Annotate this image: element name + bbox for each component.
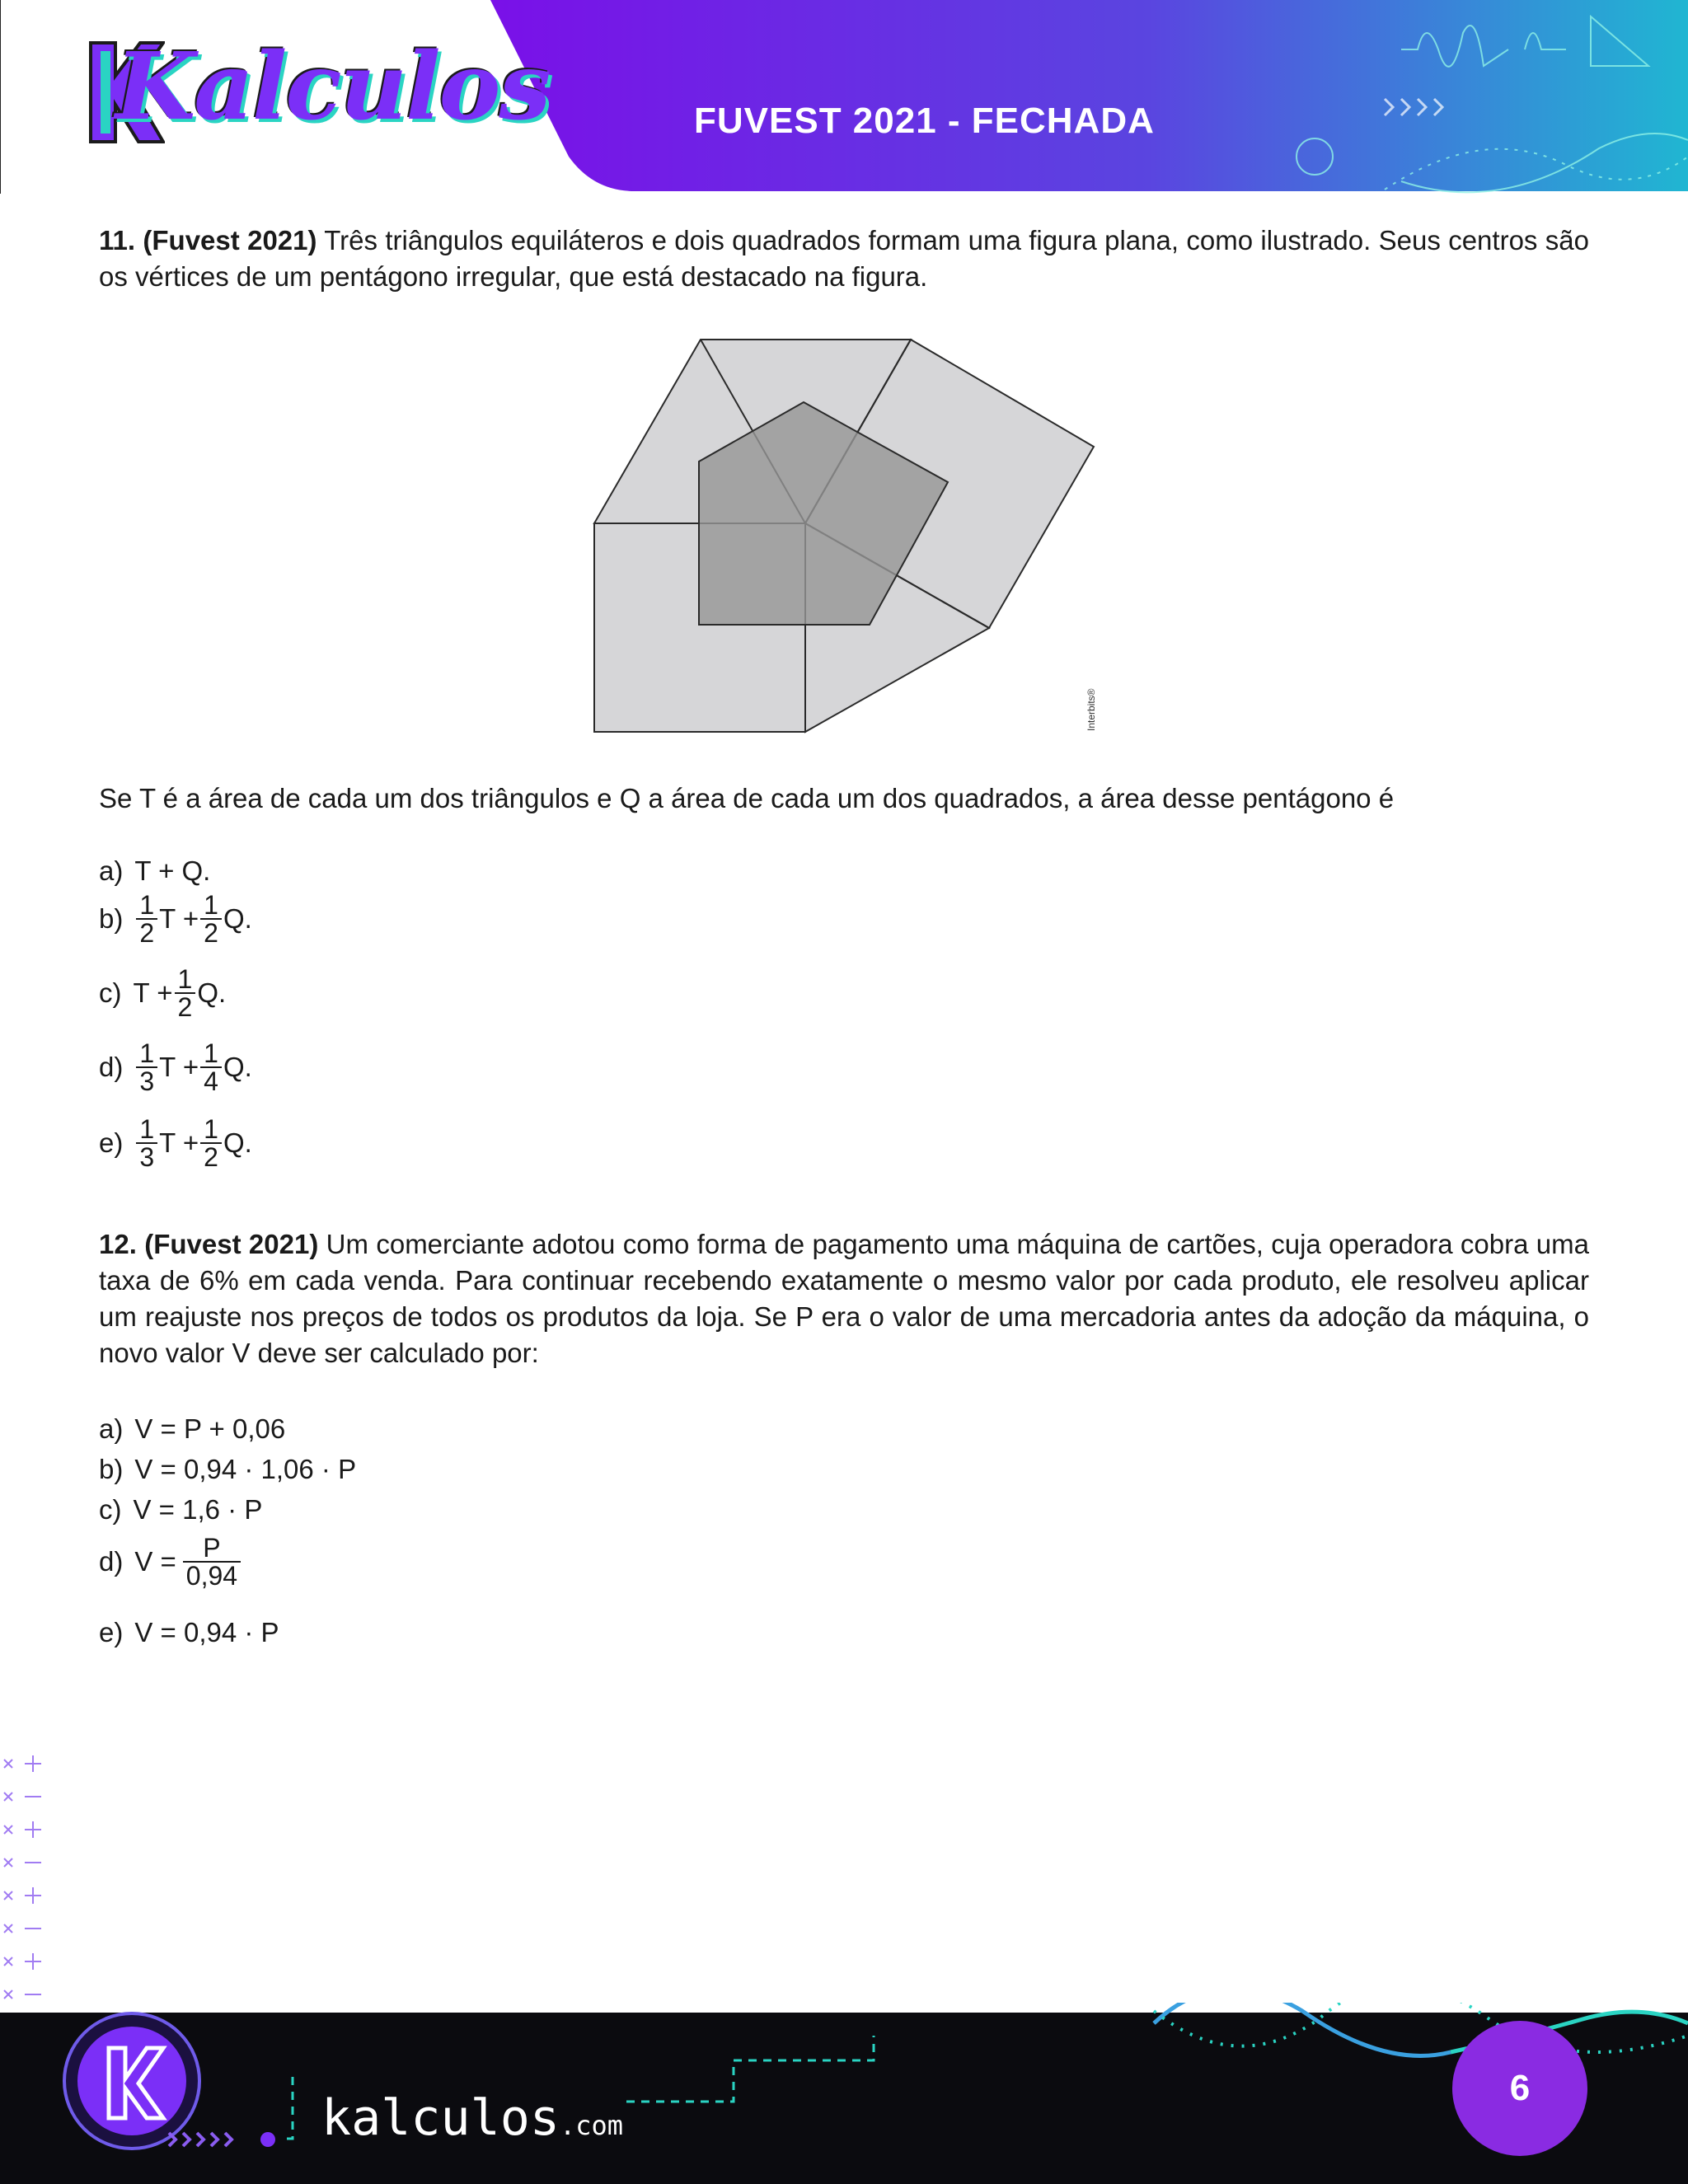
q12-option-b[interactable] xyxy=(99,1454,356,1485)
option-label: a) xyxy=(99,855,124,886)
option-expression: Q. xyxy=(223,1127,252,1158)
question-12-body: deve ser calculado por: xyxy=(250,1338,539,1368)
fraction: $\frac{1}{2}$ xyxy=(175,966,196,1020)
prompt-text: Se xyxy=(99,783,139,813)
option-label: b) xyxy=(99,1454,124,1484)
question-11-text xyxy=(99,223,1589,295)
footer-website[interactable] xyxy=(321,2089,623,2147)
option-label: a) xyxy=(99,1413,124,1444)
option-expression: V = 0,94 · 1,06 · P xyxy=(134,1454,357,1484)
option-label: c) xyxy=(99,977,122,1008)
variable-q: Q xyxy=(619,783,641,813)
q12-option-a[interactable] xyxy=(99,1413,285,1445)
fraction: $\frac{1}{3}$ xyxy=(136,1040,157,1094)
prompt-text: a área de cada um dos quadrados, a área desse pentágono é xyxy=(640,783,1395,813)
option-label: c) xyxy=(99,1494,122,1525)
option-expression: Q. xyxy=(197,977,227,1008)
option-label: e) xyxy=(99,1127,124,1158)
fraction: $\frac{1}{3}$ xyxy=(136,1116,157,1170)
option-expression: V = 1,6 · P xyxy=(133,1494,263,1525)
website-tld: .com xyxy=(559,2110,624,2141)
pentagon-figure xyxy=(577,326,1121,746)
q11-option-c[interactable] xyxy=(99,966,226,1020)
fraction: $\frac{1}{4}$ xyxy=(200,1040,222,1094)
option-expression: Q. xyxy=(223,1052,252,1082)
figure-credit: Interbits® xyxy=(1085,688,1097,731)
fraction: $\frac{P}{0,94}$ xyxy=(183,1535,241,1589)
variable-p: P xyxy=(795,1301,814,1332)
option-expression: T + xyxy=(133,977,173,1008)
brand-logo: Kalculos xyxy=(115,33,550,141)
geometry-diagram xyxy=(577,326,1121,746)
option-expression: T + Q. xyxy=(134,855,211,886)
question-11-body: Três triângulos equiláteros e dois quadrados formam uma figura plana, como ilustrado. Seus centros são os vértices de um pentágono irregular, que está destacado na figura. xyxy=(99,225,1589,292)
q11-option-b[interactable] xyxy=(99,892,252,946)
option-expression: T + xyxy=(159,1127,199,1158)
option-label: d) xyxy=(99,1052,124,1082)
option-expression: T + xyxy=(159,903,199,934)
fraction: $\frac{1}{2}$ xyxy=(200,892,222,946)
option-label: e) xyxy=(99,1617,124,1647)
option-expression: V = xyxy=(134,1546,176,1577)
option-expression: V = P + 0,06 xyxy=(134,1413,286,1444)
page-footer xyxy=(0,2003,1688,2184)
variable-t: T xyxy=(138,783,156,813)
q11-option-d[interactable] xyxy=(99,1040,252,1094)
q11-option-e[interactable] xyxy=(99,1116,252,1170)
option-label: d) xyxy=(99,1546,124,1577)
q12-option-e[interactable] xyxy=(99,1617,279,1648)
website-name: kalculos xyxy=(321,2089,560,2147)
q12-option-d[interactable] xyxy=(99,1535,242,1589)
page-title: FUVEST 2021 - FECHADA xyxy=(694,101,1155,141)
question-12-body: era o valor de uma mercadoria antes da adoção da máquina, o novo valor xyxy=(99,1301,1589,1368)
option-expression: T + xyxy=(159,1052,199,1082)
prompt-text: é a área de cada um dos triângulos e xyxy=(155,783,620,813)
question-12-number: 12. (Fuvest 2021) xyxy=(99,1229,319,1259)
fraction: $\frac{1}{2}$ xyxy=(136,892,157,946)
variable-v: V xyxy=(232,1338,251,1368)
option-label: b) xyxy=(99,903,124,934)
q12-option-c[interactable] xyxy=(99,1494,262,1526)
option-expression: Q. xyxy=(223,903,252,934)
question-11-prompt xyxy=(99,780,1589,817)
option-expression: V = 0,94 · P xyxy=(134,1617,279,1647)
question-11-number: 11. (Fuvest 2021) xyxy=(99,225,317,255)
page-number: 6 xyxy=(1452,2021,1587,2156)
footer-banner xyxy=(0,2003,1688,2184)
question-12-body: Um comerciante adotou como forma de pagamento uma máquina de cartões, cuja operadora cobra uma taxa de 6% em cada venda. Para continuar recebendo exatamente o mesmo valor por cada produto, ele resolveu aplicar um reajuste nos preços de todos os produtos da loja. Se xyxy=(99,1229,1590,1332)
q11-option-a[interactable] xyxy=(99,855,210,887)
fraction: $\frac{1}{2}$ xyxy=(200,1116,222,1170)
question-12-text xyxy=(99,1226,1589,1371)
page-header xyxy=(0,0,1688,194)
